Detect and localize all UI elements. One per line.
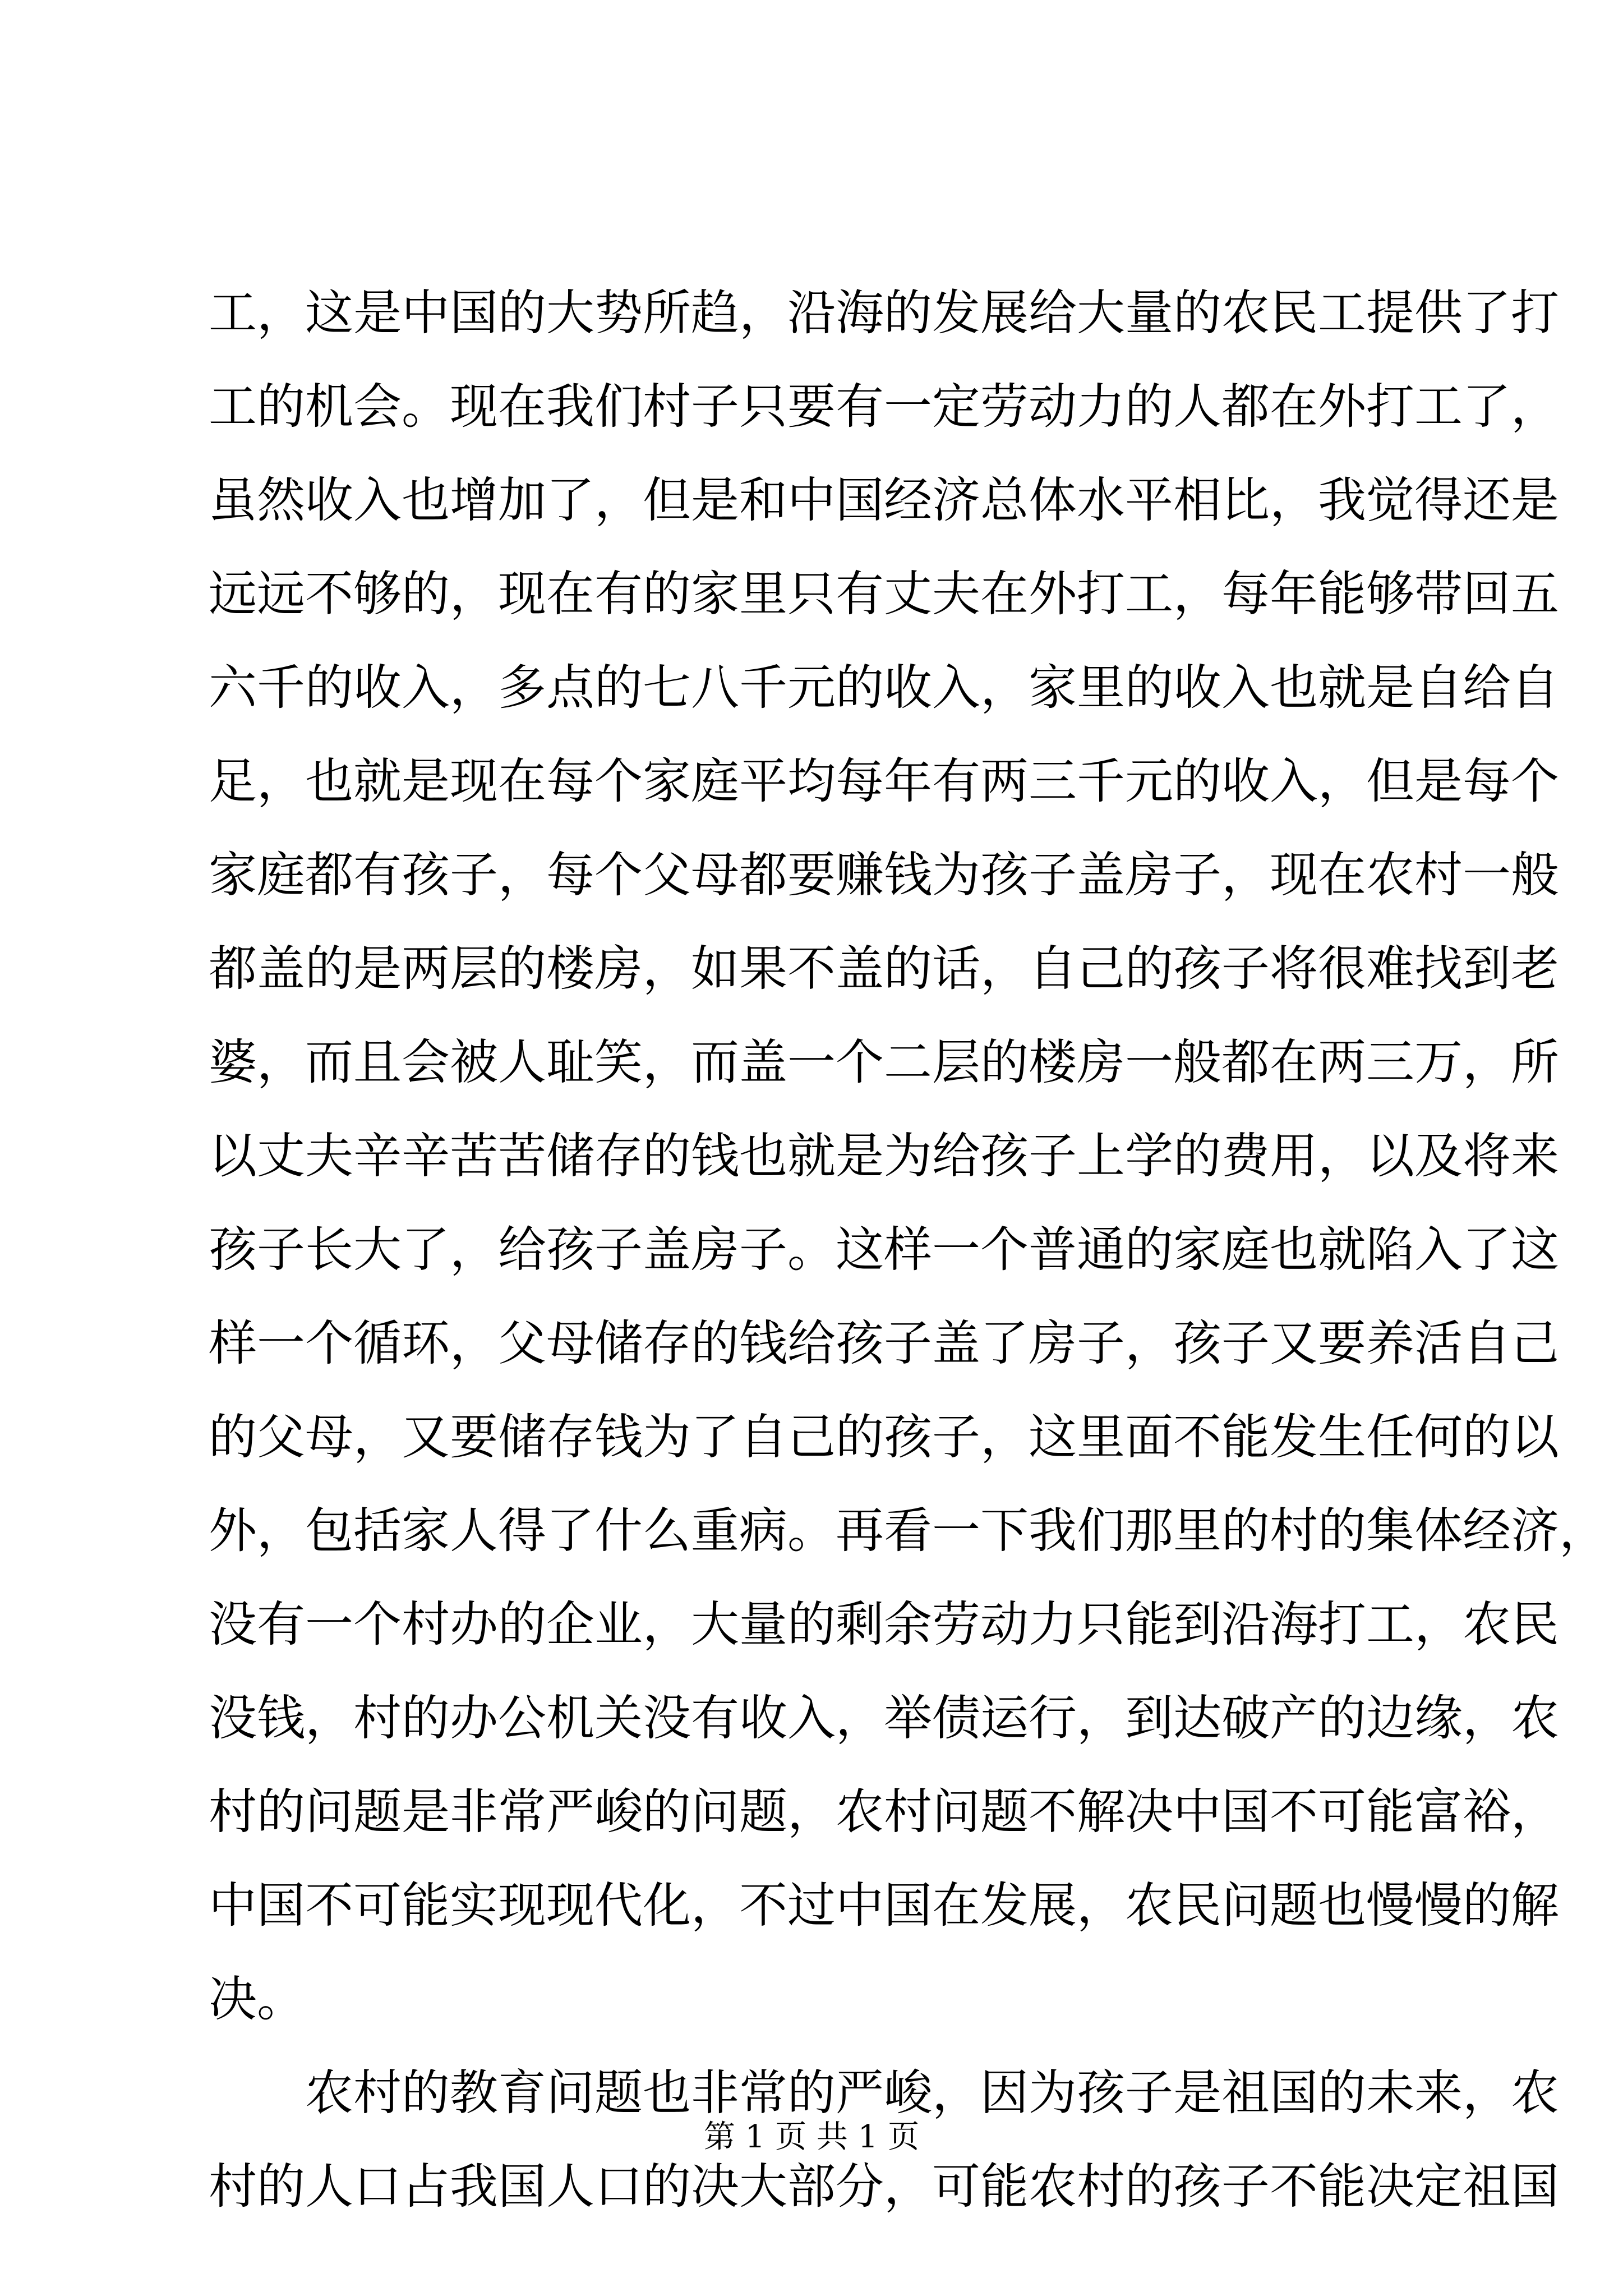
text-line: 中国不可能实现现代化，不过中国在发展，农民问题也慢慢的解 xyxy=(209,1878,1559,1934)
text-line: 足，也就是现在每个家庭平均每年有两三千元的收入，但是每个 xyxy=(209,753,1559,809)
text-line: 以丈夫辛辛苦苦储存的钱也就是为给孩子上学的费用，以及将来 xyxy=(209,1128,1559,1184)
text-line: 样一个循环，父母储存的钱给孩子盖了房子，孩子又要养活自己 xyxy=(209,1315,1559,1372)
text-line: 没钱，村的办公机关没有收入，举债运行，到达破产的边缘，农 xyxy=(209,1690,1559,1746)
text-line: 虽然收入也增加了，但是和中国经济总体水平相比，我觉得还是 xyxy=(209,472,1559,528)
text-line: 农村的教育问题也非常的严峻，因为孩子是祖国的未来，农 xyxy=(305,2065,1559,2121)
text-line: 的父母，又要储存钱为了自己的孩子，这里面不能发生任何的以 xyxy=(209,1409,1559,1465)
text-line: 孩子长大了，给孩子盖房子。这样一个普通的家庭也就陷入了这 xyxy=(209,1222,1559,1278)
text-line: 家庭都有孩子，每个父母都要赚钱为孩子盖房子，现在农村一般 xyxy=(209,847,1559,903)
text-line: 远远不够的，现在有的家里只有丈夫在外打工，每年能够带回五 xyxy=(209,566,1559,622)
page-number-footer: 第 1 页 共 1 页 xyxy=(703,2119,920,2155)
text-line: 村的人口占我国人口的决大部分，可能农村的孩子不能决定祖国 xyxy=(209,2159,1559,2215)
text-line: 外，包括家人得了什么重病。再看一下我们那里的村的集体经济， xyxy=(209,1503,1607,1559)
text-line: 都盖的是两层的楼房，如果不盖的话，自己的孩子将很难找到老 xyxy=(209,941,1559,997)
text-line: 工的机会。现在我们村子只要有一定劳动力的人都在外打工了， xyxy=(209,379,1559,435)
text-line: 工，这是中国的大势所趋，沿海的发展给大量的农民工提供了打 xyxy=(209,285,1559,341)
text-line: 村的问题是非常严峻的问题，农村问题不解决中国不可能富裕， xyxy=(209,1784,1559,1840)
text-line: 决。 xyxy=(209,1971,305,2027)
body-text xyxy=(209,266,1607,2234)
text-line: 婆，而且会被人耻笑，而盖一个二层的楼房一般都在两三万，所 xyxy=(209,1034,1559,1091)
text-line: 六千的收入，多点的七八千元的收入，家里的收入也就是自给自 xyxy=(209,660,1559,716)
paragraph-1 xyxy=(209,266,1607,2046)
text-line: 没有一个村办的企业，大量的剩余劳动力只能到沿海打工，农民 xyxy=(209,1596,1559,1653)
